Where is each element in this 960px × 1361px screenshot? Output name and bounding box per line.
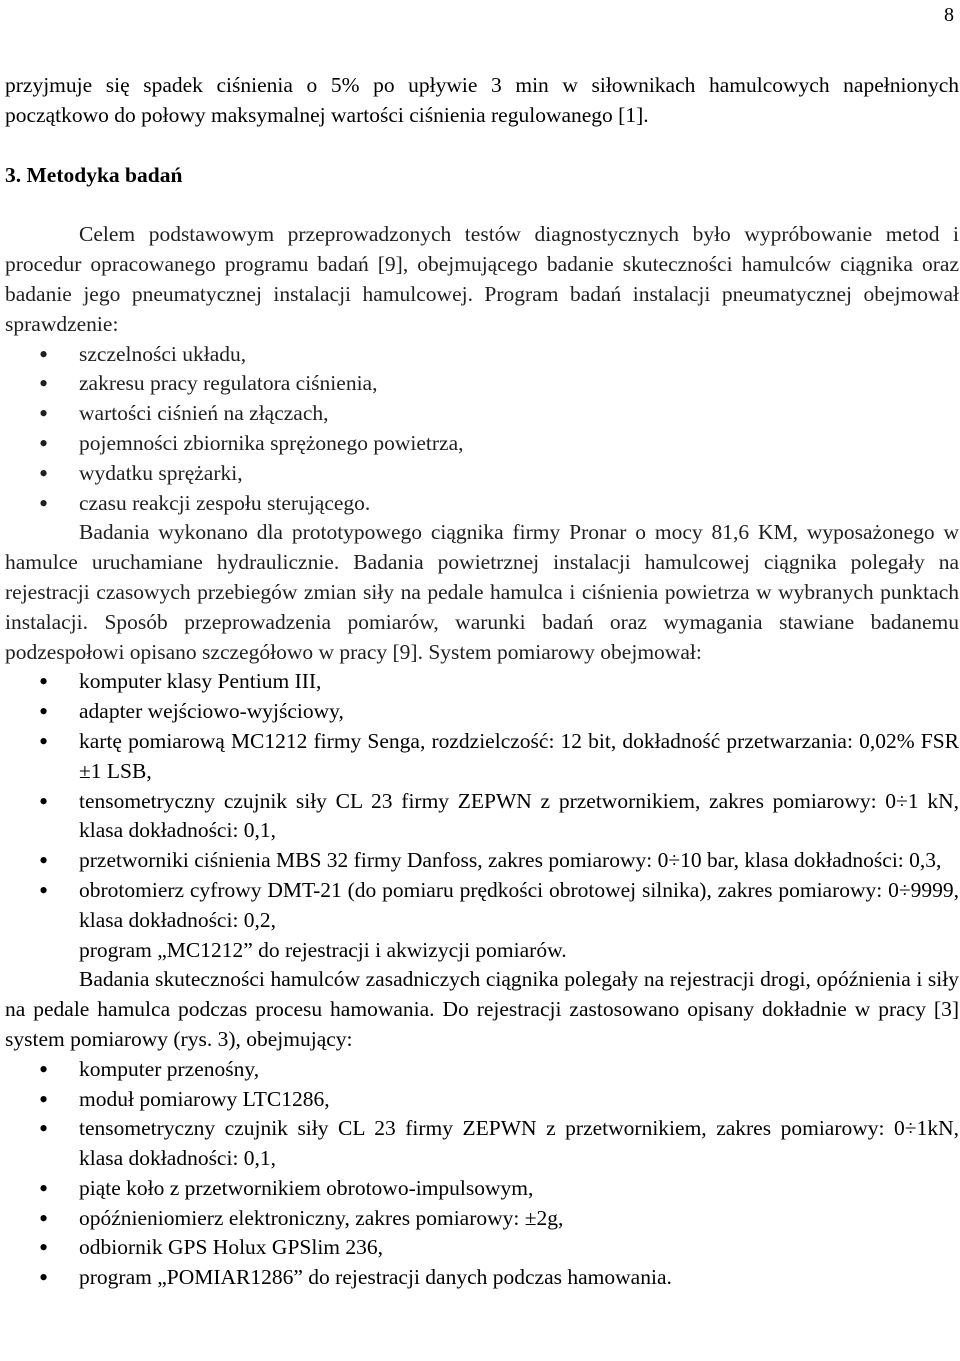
list-item: • piąte koło z przetwornikiem obrotowo-impulsowym, — [5, 1174, 959, 1204]
list-item: • pojemności zbiornika sprężonego powietrza, — [5, 429, 959, 459]
page-body — [5, 71, 959, 1293]
measurement-system-list — [5, 667, 959, 935]
list-item: • komputer klasy Pentium III, — [5, 667, 959, 697]
list-item: • komputer przenośny, — [5, 1055, 959, 1085]
checks-list — [5, 340, 959, 519]
list-item: • kartę pomiarową MC1212 firmy Senga, rozdzielczość: 12 bit, dokładność przetwarzania: 0,02% FSR ±1 LSB, — [5, 727, 959, 787]
list-item: • wydatku sprężarki, — [5, 459, 959, 489]
page-number: 8 — [944, 4, 954, 26]
paragraph-brakes: Badania skuteczności hamulców zasadniczych ciągnika polegały na rejestracji drogi, opóźnienia i siły na pedale hamulca podczas procesu hamowania. Do rejestracji zastosowano opisany dokładnie w pracy [3] system pomiarowy (rys. 3), obejmujący: — [5, 967, 959, 1051]
brake-system-list — [5, 1055, 959, 1293]
list-trailing-item: program „MC1212” do rejestracji i akwizycji pomiarów. — [79, 937, 567, 962]
paragraph-measurement: Badania wykonano dla prototypowego ciągnika firmy Pronar o mocy 81,6 KM, wyposażonego w hamulce uruchamiane hydraulicznie. Badania powietrznej instalacji hamulcowej ciągnika polegały na rejestracji czasowych przebiegów zmian siły na pedale hamulca i ciśnienia powietrza w wybranych punktach instalacji. Sposób przeprowadzenia pomiarów, warunki badań oraz wymagania stawiane badanemu podzespołowi opisano szczegółowo w pracy [9]. System pomiarowy obejmował: — [5, 520, 959, 664]
paragraph-program: Celem podstawowym przeprowadzonych testów diagnostycznych było wypróbowanie metod i procedur opracowanego programu badań [9], obejmującego badanie skuteczności hamulców ciągnika oraz badanie jego pneumatycznej instalacji hamulcowej. Program badań instalacji pneumatycznej obejmował sprawdzenie: — [5, 222, 959, 336]
list-item: • program „POMIAR1286” do rejestracji danych podczas hamowania. — [5, 1263, 959, 1293]
list-item: • zakresu pracy regulatora ciśnienia, — [5, 369, 959, 399]
list-item: • opóźnieniomierz elektroniczny, zakres pomiarowy: ±2g, — [5, 1204, 959, 1234]
list-item: • moduł pomiarowy LTC1286, — [5, 1085, 959, 1115]
list-item: • szczelności układu, — [5, 340, 959, 370]
list-item: • tensometryczny czujnik siły CL 23 firmy ZEPWN z przetwornikiem, zakres pomiarowy: 0÷1kN, klasa dokładności: 0,1, — [5, 1114, 959, 1174]
list-item: • wartości ciśnień na złączach, — [5, 399, 959, 429]
list-item: • odbiornik GPS Holux GPSlim 236, — [5, 1233, 959, 1263]
section-heading: 3. Metodyka badań — [5, 162, 183, 187]
list-item: • obrotomierz cyfrowy DMT-21 (do pomiaru prędkości obrotowej silnika), zakres pomiarowy: 0÷9999, klasa dokładności: 0,2, — [5, 876, 959, 936]
intro-paragraph: przyjmuje się spadek ciśnienia o 5% po upływie 3 min w siłownikach hamulcowych napełnionych początkowo do połowy maksymalnej wartości ciśnienia regulowanego [1]. — [5, 73, 959, 127]
list-item: • przetworniki ciśnienia MBS 32 firmy Danfoss, zakres pomiarowy: 0÷10 bar, klasa dokładności: 0,3, — [5, 846, 959, 876]
list-item: • adapter wejściowo-wyjściowy, — [5, 697, 959, 727]
list-item: • tensometryczny czujnik siły CL 23 firmy ZEPWN z przetwornikiem, zakres pomiarowy: 0÷1 kN, klasa dokładności: 0,1, — [5, 787, 959, 847]
list-item: • czasu reakcji zespołu sterującego. — [5, 489, 959, 519]
